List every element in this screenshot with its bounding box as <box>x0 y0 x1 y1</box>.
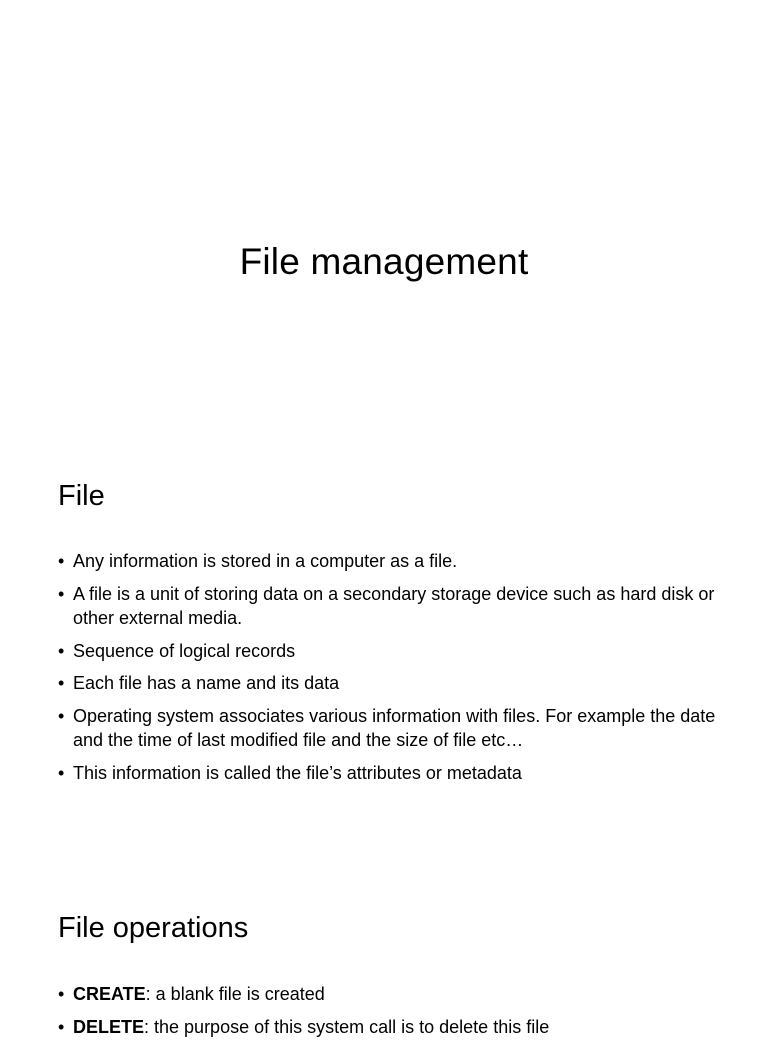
bullet-text: Each file has a name and its data <box>73 673 340 693</box>
bullet-list <box>58 549 718 793</box>
bullet-text: This information is called the file’s attributes or metadata <box>73 762 522 783</box>
list-item <box>58 671 718 696</box>
bullet-icon: • <box>58 984 65 1004</box>
bullet-icon: • <box>58 673 65 693</box>
list-item <box>58 982 718 1007</box>
bullet-text: Sequence of logical records <box>73 640 296 661</box>
bullet-list <box>58 982 718 1047</box>
bullet-icon: • <box>58 1016 65 1037</box>
bullet-text: A file is a unit of storing data on a secondary storage device such as hard disk or other external media. <box>73 583 715 628</box>
bullet-icon: • <box>58 583 65 604</box>
bullet-text: Operating system associates various information with files. For example the date and the time of last modified file and the size of file etc… <box>73 705 716 750</box>
bullet-text: Any information is stored in a computer as a file. <box>73 551 458 571</box>
list-item <box>58 704 718 753</box>
list-item <box>58 582 718 631</box>
list-item <box>58 1015 718 1040</box>
slide-heading: File <box>58 480 105 512</box>
slide-file-operations <box>0 864 768 1037</box>
list-item <box>58 761 718 786</box>
bullet-icon: • <box>58 640 65 661</box>
slide-file <box>0 432 768 864</box>
bullet-icon: • <box>58 762 65 783</box>
slide-title <box>0 0 768 432</box>
list-item <box>58 549 718 574</box>
bullet-icon: • <box>58 551 65 571</box>
list-item <box>58 639 718 664</box>
operation-term: DELETE <box>73 1016 145 1037</box>
presentation-title: File management <box>239 241 529 282</box>
bullet-icon: • <box>58 705 65 726</box>
slide-heading: File operations <box>58 912 249 944</box>
operation-description: : the purpose of this system call is to delete this file <box>144 1016 550 1037</box>
operation-description: : a blank file is created <box>145 984 325 1004</box>
operation-term: CREATE <box>73 984 146 1004</box>
